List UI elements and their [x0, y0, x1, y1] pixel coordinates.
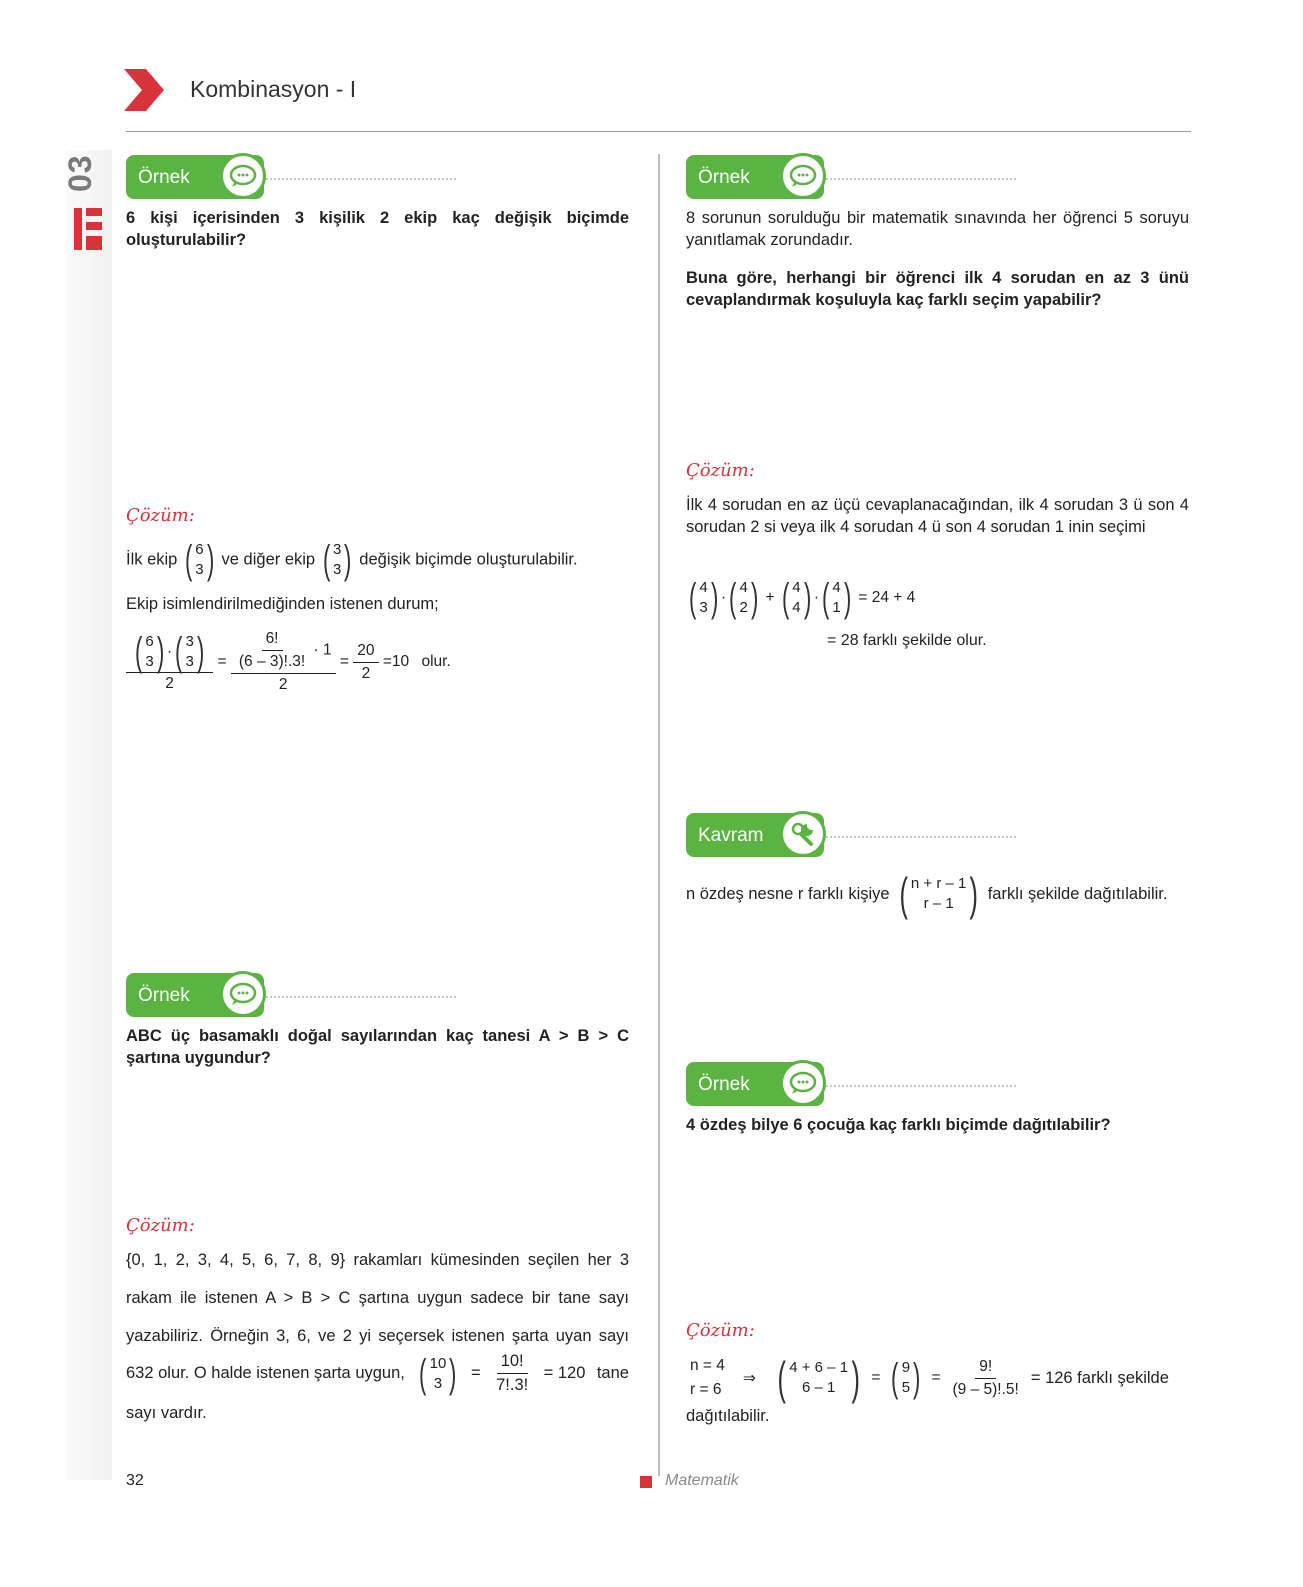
binomial: ( 4 + 6 – 1 6 – 1 ) [777, 1352, 860, 1404]
bin-top: 3 [333, 541, 342, 558]
dot: · [813, 589, 820, 607]
bin-top: n + r – 1 [910, 875, 967, 892]
bin-top: 4 [832, 579, 841, 596]
chevron-logo-icon [122, 67, 166, 113]
bin-bottom: 3 [185, 652, 194, 670]
solution-line: rakam ile istenen A > B > C şartına uygun sadece bir tane sayı [126, 1289, 629, 1307]
header-divider [126, 131, 1191, 132]
solution-line [126, 1352, 629, 1395]
bin-top: 6 [195, 541, 204, 558]
denominator: (9 – 5)!.5! [952, 1380, 1019, 1398]
question-text: 6 kişi içerisinden 3 kişilik 2 ekip kaç değişik biçimde oluşturulabilir? [126, 209, 629, 249]
equals: = [339, 653, 349, 671]
bin-bottom: 3 [145, 652, 154, 670]
denominator: (6 – 3)!.3! [238, 653, 306, 670]
ornek-badge [126, 155, 264, 199]
cozum-label: Çözüm: [686, 1320, 755, 1341]
equals: = [871, 1369, 881, 1386]
badge-label: Örnek [698, 1074, 750, 1095]
cozum-label: Çözüm: [686, 460, 755, 481]
ornek-badge [686, 1062, 824, 1106]
question-text: Buna göre, herhangi bir öğrenci ilk 4 sorudan en az 3 ünü cevaplandırmak koşuluyla kaç farklı seçim yapabilir? [686, 269, 1189, 309]
speech-bubble-icon [780, 153, 826, 199]
equals: = [931, 1369, 941, 1386]
text: n özdeş nesne r farklı kişiye [686, 884, 890, 903]
formula [126, 630, 451, 694]
bin-bottom: r – 1 [923, 895, 954, 912]
numerator: 6! [262, 630, 283, 651]
cozum-label: Çözüm: [126, 1215, 195, 1236]
ornek-badge [686, 155, 824, 199]
formula [690, 1354, 1169, 1402]
footer-square-icon [640, 1476, 652, 1488]
result: =10 [382, 653, 410, 671]
result: = 126 farklı şekilde [1030, 1368, 1169, 1387]
bin-top: 4 [739, 579, 748, 596]
bin-top: 6 [145, 632, 154, 650]
badge-label: Örnek [698, 167, 750, 188]
multiplier: · 1 [313, 641, 332, 659]
column-divider [658, 154, 660, 1476]
denominator: 2 [165, 674, 174, 692]
bin-bottom: 4 [792, 599, 801, 616]
text: ve diğer ekip [221, 550, 316, 569]
subject-label: Matematik [665, 1472, 739, 1489]
text: İlk ekip [126, 550, 178, 569]
text: farklı şekilde dağıtılabilir. [987, 884, 1168, 903]
dotted-rule [266, 178, 456, 180]
denominator: 7!.3! [496, 1376, 529, 1394]
result: = 120 [543, 1364, 586, 1382]
denominator: 2 [278, 676, 288, 693]
binomial: ( 9 5 ) [891, 1356, 921, 1400]
binomial: ( 6 3 ) [184, 538, 214, 582]
numerator: 9! [975, 1358, 996, 1379]
bin-bottom: 6 – 1 [801, 1379, 836, 1396]
fraction [231, 630, 336, 694]
bin-top: 10 [429, 1354, 447, 1372]
bin-bottom: 3 [195, 561, 204, 578]
bin-top: 4 [699, 579, 708, 596]
solution-text: İlk 4 sorudan en az üçü cevaplanacağından, ilk 4 sorudan 3 ü son 4 sorudan 2 si veya ilk 4 sorudan 4 ü son 4 sorudan 1 inin seçimi [686, 496, 1189, 536]
dotted-rule [826, 836, 1016, 838]
bin-bottom: 2 [739, 599, 748, 616]
text: olur. [421, 653, 451, 671]
implies-arrow: ⇒ [742, 1369, 756, 1387]
side-strip [66, 150, 112, 1480]
bin-bottom: 3 [433, 1374, 443, 1392]
dotted-rule [266, 996, 456, 998]
formula [686, 578, 915, 618]
plus: + [765, 589, 775, 607]
numerator: 20 [353, 642, 378, 663]
bin-bottom: 1 [832, 599, 841, 616]
page-title: Kombinasyon - I [190, 76, 357, 102]
solution-line: yazabiliriz. Örneğin 3, 6, ve 2 yi seçersek istenen şarta uyan sayı [126, 1327, 629, 1345]
bin-bottom: 3 [333, 561, 342, 578]
badge-label: Örnek [138, 985, 190, 1006]
n-line: n = 4 [690, 1357, 725, 1374]
bin-top: 4 [792, 579, 801, 596]
solution-line: {0, 1, 2, 3, 4, 5, 6, 7, 8, 9} rakamları kümesinden seçilen her 3 [126, 1251, 629, 1269]
question-text: 4 özdeş bilye 6 çocuğa kaç farklı biçimde dağıtılabilir? [686, 1116, 1111, 1134]
bin-top: 3 [185, 632, 194, 650]
dotted-rule [826, 178, 1016, 180]
r-line: r = 6 [690, 1381, 722, 1398]
binomial: ( n + r – 1 r – 1 ) [899, 868, 979, 920]
binomial: ( 4 2 ) [729, 576, 759, 620]
binomial: ( 4 1 ) [822, 576, 852, 620]
fraction [949, 1358, 1023, 1399]
cozum-label: Çözüm: [126, 505, 195, 526]
binomial: ( 4 4 ) [781, 576, 811, 620]
bin-bottom: 3 [699, 599, 708, 616]
dot: · [721, 589, 727, 607]
text: 632 olur. O halde istenen şarta uygun, [126, 1364, 405, 1382]
speech-bubble-icon [220, 153, 266, 199]
text: tane [596, 1364, 629, 1382]
text: değişik biçimde oluşturulabilir. [359, 550, 578, 569]
equals: = [471, 1364, 481, 1382]
solution-line: sayı vardır. [126, 1404, 207, 1422]
fraction: ( 6 3 ) · ( 3 3 ) 2 [126, 632, 213, 693]
fraction [492, 1352, 532, 1395]
kavram-badge [686, 813, 824, 857]
solution-line [126, 540, 578, 580]
binomial: ( 10 3 ) [419, 1351, 457, 1396]
numerator: 10! [497, 1352, 528, 1374]
solution-line: Ekip isimlendirilmediğinden istenen durum; [126, 595, 439, 613]
binomial: ( 4 3 ) [688, 576, 719, 620]
binomial: ( 3 3 ) [322, 538, 352, 582]
intro-text: 8 sorunun sorulduğu bir matematik sınavında her öğrenci 5 soruyu yanıtlamak zorundadır. [686, 209, 1189, 249]
speech-bubble-icon [220, 971, 266, 1017]
badge-label: Kavram [698, 825, 764, 846]
equals: = [217, 653, 227, 671]
speech-bubble-icon [780, 1060, 826, 1106]
question-text: ABC üç basamaklı doğal sayılarından kaç tanesi A > B > C şartına uygundur? [126, 1027, 629, 1067]
bin-top: 4 + 6 – 1 [789, 1359, 849, 1376]
solution-line: dağıtılabilir. [686, 1407, 770, 1425]
page-number: 32 [126, 1472, 144, 1489]
result-line: = 28 farklı şekilde olur. [827, 632, 987, 649]
ornek-badge [126, 973, 264, 1017]
fraction [353, 642, 378, 683]
denominator: 2 [361, 664, 371, 682]
result: = 24 + 4 [858, 589, 916, 607]
dotted-rule [826, 1085, 1016, 1087]
bin-top: 9 [901, 1359, 911, 1376]
wrench-gear-icon [780, 811, 826, 857]
kavram-text [686, 868, 1168, 920]
section-logo-icon [72, 206, 104, 252]
badge-label: Örnek [138, 167, 190, 188]
bin-bottom: 5 [901, 1379, 911, 1396]
section-number: 03 [62, 154, 98, 192]
